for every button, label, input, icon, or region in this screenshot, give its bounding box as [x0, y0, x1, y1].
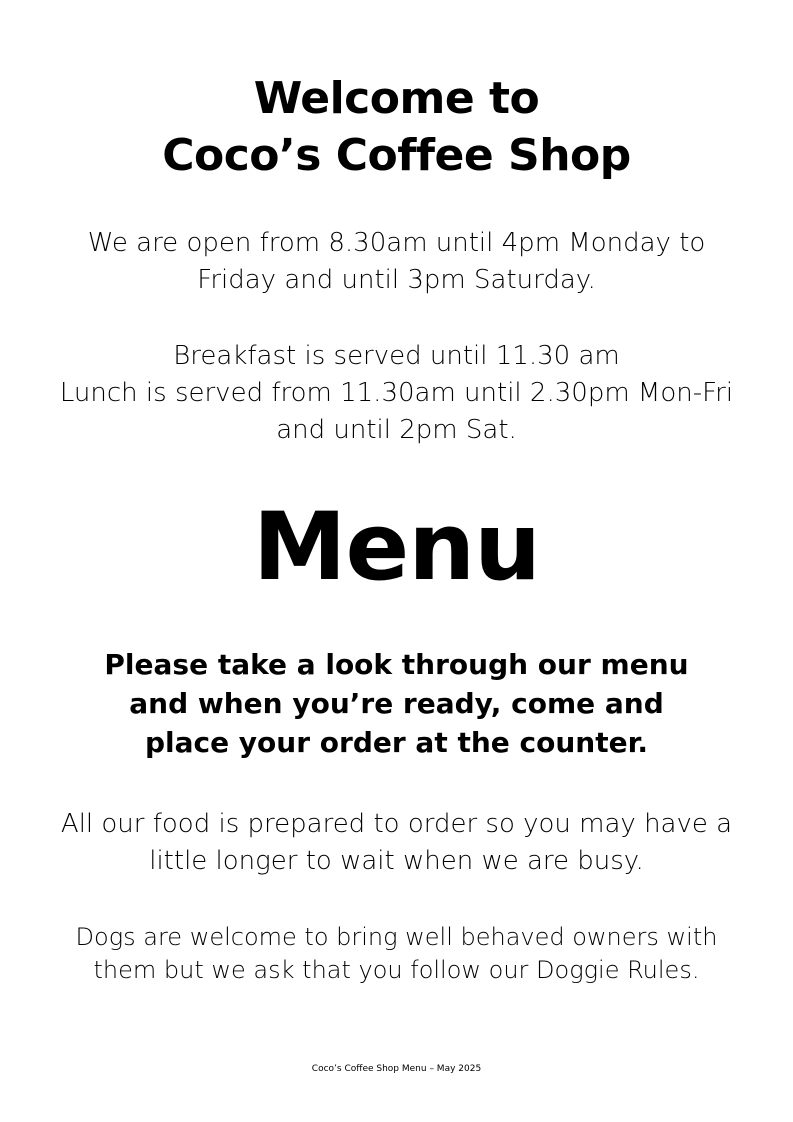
food-note-line-2: little longer to wait when we are busy. — [149, 846, 644, 876]
breakfast-time: Breakfast is served until 11.30 am — [173, 341, 620, 371]
dogs-note-line-1: Dogs are welcome to bring well behaved owners with — [75, 923, 718, 951]
instructions-line-1: Please take a look through our menu — [104, 648, 689, 681]
page-footer: Coco’s Coffee Shop Menu – May 2025 — [311, 1064, 482, 1074]
welcome-line-2: Coco’s Coffee Shop — [162, 130, 631, 181]
welcome-heading — [0, 70, 793, 184]
meal-times — [0, 338, 793, 449]
food-preparation-note — [0, 806, 793, 880]
menu-title: Menu — [252, 493, 541, 602]
lunch-time: Lunch is served from 11.30am until 2.30pm Mon-Fri — [59, 378, 734, 408]
instructions-line-2: and when you’re ready, come and — [129, 687, 664, 720]
instructions-line-3: place your order at the counter. — [144, 726, 649, 759]
lunch-time-saturday: and until 2pm Sat. — [276, 415, 517, 445]
opening-hours — [0, 225, 793, 299]
opening-hours-line-1: We are open from 8.30am until 4pm Monday to — [87, 228, 706, 258]
ordering-instructions — [0, 645, 793, 762]
dogs-note — [0, 921, 793, 987]
welcome-line-1: Welcome to — [253, 73, 540, 124]
dogs-note-line-2: them but we ask that you follow our Doggie Rules. — [93, 956, 700, 984]
opening-hours-line-2: Friday and until 3pm Saturday. — [197, 265, 596, 295]
food-note-line-1: All our food is prepared to order so you may have a — [60, 809, 733, 839]
